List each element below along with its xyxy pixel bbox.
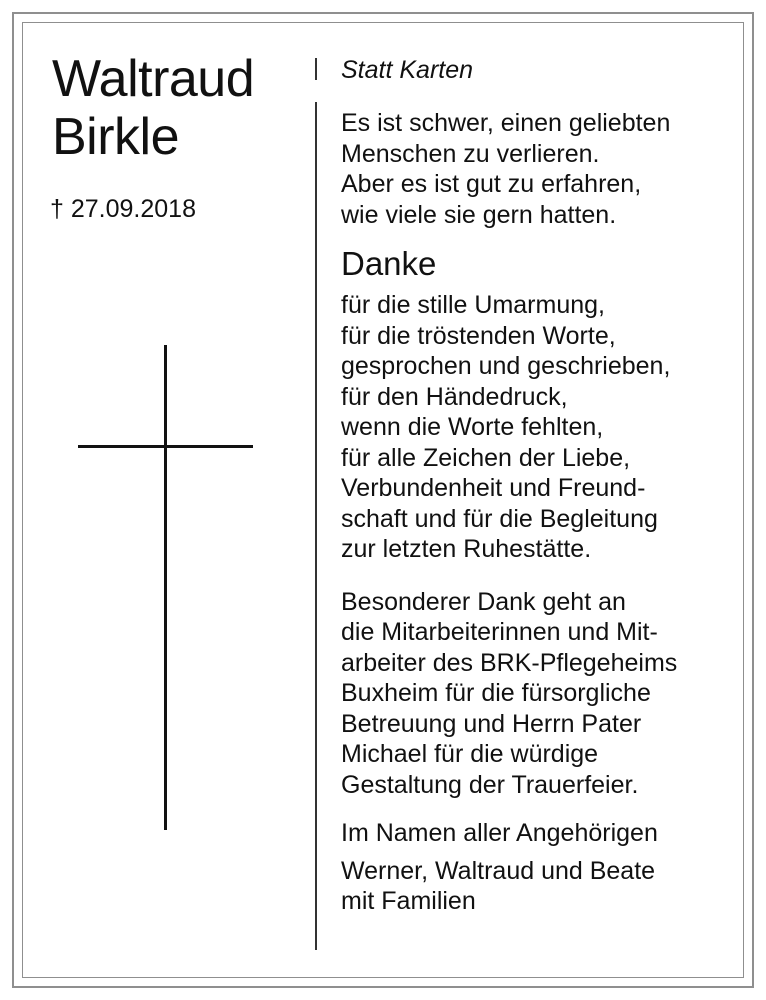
deceased-name: [52, 50, 254, 166]
intro-line: Menschen zu verlieren.: [341, 139, 600, 168]
thanks-line: für die tröstenden Worte,: [341, 321, 616, 350]
intro-line: Es ist schwer, einen geliebten: [341, 109, 671, 137]
thanks-line: Verbundenheit und Freund-: [341, 474, 646, 502]
thanks-line: für die stille Umarmung,: [341, 291, 605, 319]
intro-line: Aber es ist gut zu erfahren,: [341, 170, 642, 198]
death-date: † 27.09.2018: [50, 195, 196, 223]
intro-paragraph: [341, 108, 736, 230]
notice-text-column: [341, 54, 736, 917]
thanks-line: gesprochen und geschrieben,: [341, 352, 671, 380]
thanks-line: schaft und für die Begleitung: [341, 504, 658, 533]
family-line: Werner, Waltraud und Beate: [341, 856, 656, 885]
thanks-line: für den Händedruck,: [341, 382, 568, 411]
thanks-line: wenn die Worte fehlten,: [341, 413, 604, 441]
danke-heading: Danke: [341, 245, 437, 282]
column-divider: [315, 102, 317, 950]
family-signature: [341, 856, 736, 917]
special-thanks-line: arbeiter des BRK-Pflegeheims: [341, 648, 678, 677]
last-name: Birkle: [52, 108, 180, 166]
special-thanks-line: Buxheim für die fürsorgliche: [341, 679, 651, 707]
family-line: mit Familien: [341, 887, 476, 915]
special-thanks-paragraph: [341, 587, 736, 801]
special-thanks-line: die Mitarbeiterinnen und Mit-: [341, 618, 658, 646]
special-thanks-line: Betreuung und Herrn Pater: [341, 709, 642, 738]
thanks-line: zur letzten Ruhestätte.: [341, 535, 592, 563]
on-behalf-line: Im Namen aller Angehörigen: [341, 819, 658, 847]
column-divider-top: [315, 58, 317, 80]
special-thanks-line: Besonderer Dank geht an: [341, 587, 626, 616]
cross-vertical-bar: [164, 345, 167, 830]
special-thanks-line: Michael für die würdige: [341, 740, 599, 768]
intro-line: wie viele sie gern hatten.: [341, 200, 617, 229]
statt-karten: Statt Karten: [341, 56, 474, 84]
thanks-line: für alle Zeichen der Liebe,: [341, 443, 631, 472]
special-thanks-line: Gestaltung der Trauerfeier.: [341, 770, 639, 799]
cross-horizontal-bar: [78, 445, 253, 448]
first-name: Waltraud: [52, 50, 255, 108]
thanks-paragraph: [341, 290, 736, 565]
